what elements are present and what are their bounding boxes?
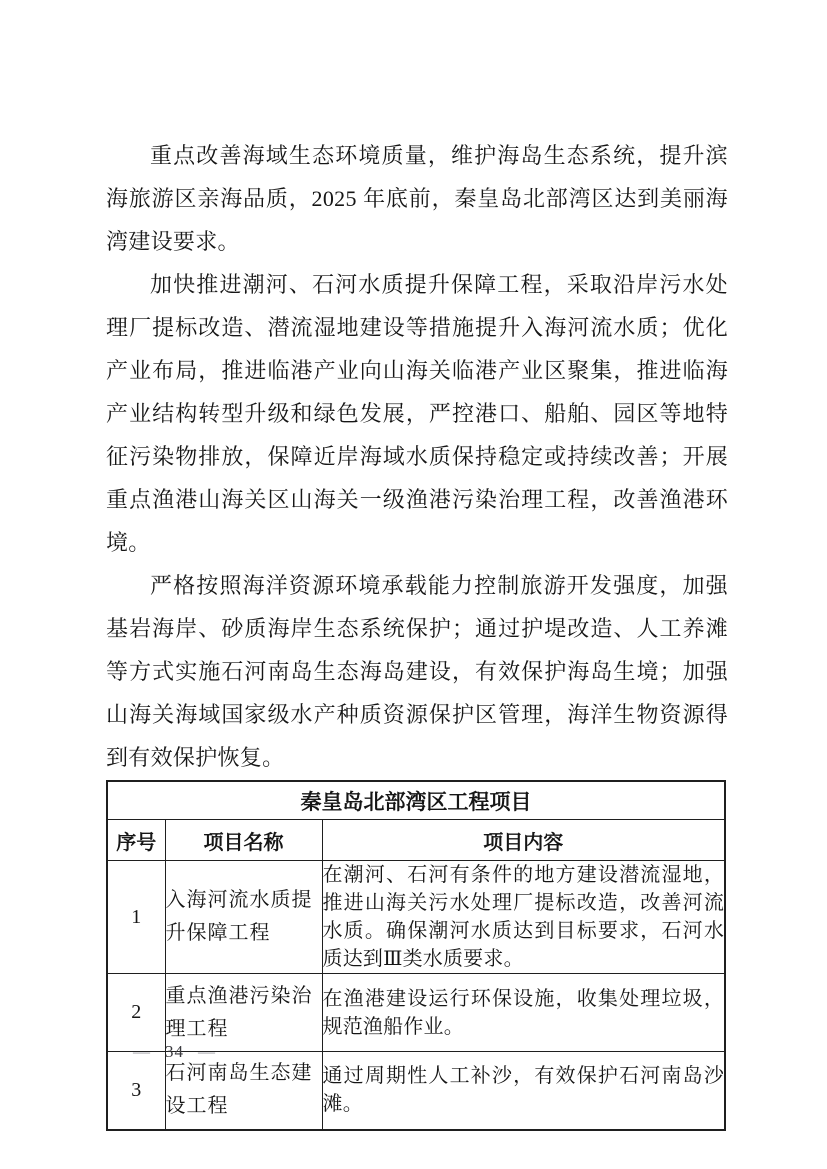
cell-no: 2 bbox=[107, 974, 165, 1052]
cell-content: 在潮河、石河有条件的地方建设潜流湿地，推进山海关污水处理厂提标改造，改善河流水质。确保潮河水质达到目标要求，石河水质达到Ⅲ类水质要求。 bbox=[322, 861, 725, 974]
table-row bbox=[107, 1052, 725, 1130]
paragraph-3: 严格按照海洋资源环境承载能力控制旅游开发强度，加强基岩海岸、砂质海岸生态系统保护；通过护堤改造、人工养滩等方式实施石河南岛生态海岛建设，有效保护海岛生境；加强山海关海域国家级水产种质资源保护区管理，海洋生物资源得到有效保护恢复。 bbox=[106, 573, 728, 770]
page-number bbox=[133, 1042, 216, 1062]
cell-no: 3 bbox=[107, 1052, 165, 1130]
footer-dash-right: — bbox=[198, 1042, 216, 1061]
table-row bbox=[107, 974, 725, 1052]
col-header-name: 项目名称 bbox=[165, 820, 322, 861]
paragraph-1: 重点改善海域生态环境质量，维护海岛生态系统，提升滨海旅游区亲海品质，2025 年底前，秦皇岛北部湾区达到美丽海湾建设要求。 bbox=[106, 143, 728, 254]
table-title-row bbox=[107, 781, 725, 820]
cell-name: 重点渔港污染治理工程 bbox=[165, 974, 322, 1052]
footer-dash-left: — bbox=[133, 1042, 151, 1061]
body-text bbox=[106, 134, 728, 1131]
cell-name: 石河南岛生态建设工程 bbox=[165, 1052, 322, 1130]
projects-table bbox=[106, 780, 726, 1131]
col-header-no: 序号 bbox=[107, 820, 165, 861]
cell-content: 通过周期性人工补沙，有效保护石河南岛沙滩。 bbox=[322, 1052, 725, 1130]
footer-page-number: 34 bbox=[165, 1042, 184, 1061]
paragraph-2: 加快推进潮河、石河水质提升保障工程，采取沿岸污水处理厂提标改造、潜流湿地建设等措施提升入海河流水质；优化产业布局，推进临港产业向山海关临港产业区聚集，推进临海产业结构转型升级和绿色发展，严控港口、船舶、园区等地特征污染物排放，保障近岸海域水质保持稳定或持续改善；开展重点渔港山海关区山海关一级渔港污染治理工程，改善渔港环境。 bbox=[106, 272, 728, 555]
table-row bbox=[107, 861, 725, 974]
table-header-row bbox=[107, 820, 725, 861]
cell-content: 在渔港建设运行环保设施，收集处理垃圾，规范渔船作业。 bbox=[322, 974, 725, 1052]
cell-no: 1 bbox=[107, 861, 165, 974]
col-header-content: 项目内容 bbox=[322, 820, 725, 861]
table-title: 秦皇岛北部湾区工程项目 bbox=[107, 781, 725, 820]
cell-name: 入海河流水质提升保障工程 bbox=[165, 861, 322, 974]
